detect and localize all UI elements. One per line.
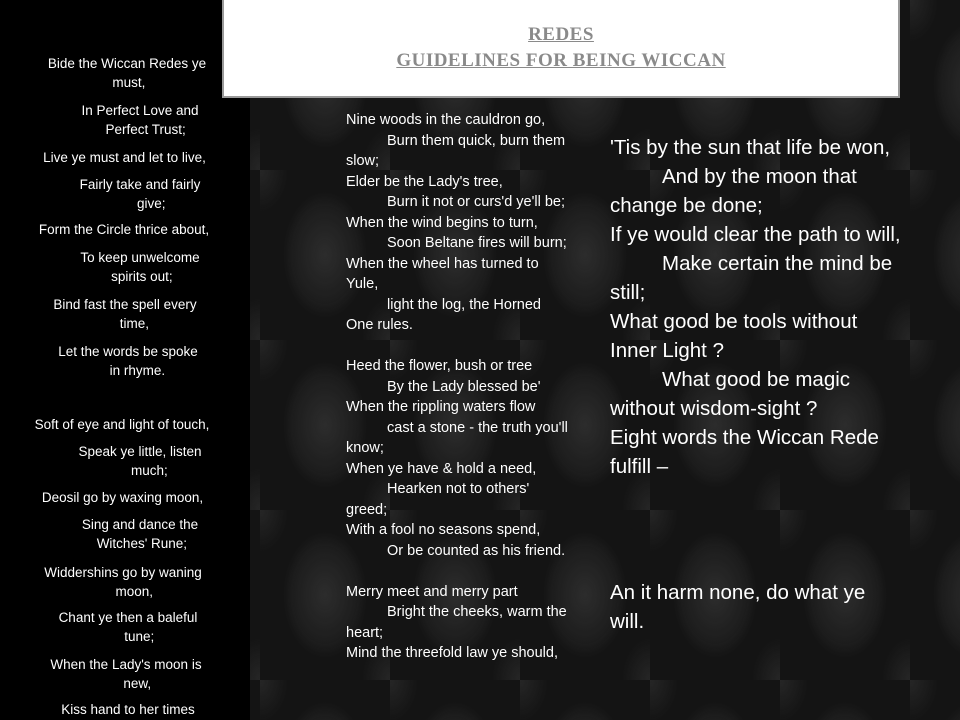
closing-rede-line: An it harm none, do what ye bbox=[610, 581, 866, 604]
verse-line: slow; bbox=[346, 153, 380, 169]
verse-line: Bide the Wiccan Redes ye must, bbox=[47, 56, 207, 90]
stanza-gap bbox=[346, 561, 631, 582]
verse-line: Inner Light ? bbox=[610, 339, 724, 362]
verse-line: Yule, bbox=[346, 276, 379, 292]
verse-line: Or be counted as his friend. bbox=[387, 542, 566, 559]
verse-line: Let the words be spoke in rhyme. bbox=[58, 344, 198, 378]
verse-line: know; bbox=[346, 440, 384, 456]
left-verse-column bbox=[0, 0, 250, 720]
verse-line: Bright the cheeks, warm the bbox=[387, 604, 567, 620]
verse-line: Kiss hand to her times bbox=[61, 702, 195, 717]
verse-line: And by the moon that bbox=[662, 165, 857, 188]
verse-line: Form the Circle thrice about, bbox=[38, 222, 210, 237]
verse-line: greed; bbox=[346, 501, 388, 518]
verse-line: Live ye must and let to live, bbox=[43, 150, 206, 165]
verse-line: If ye would clear the path to will, bbox=[610, 223, 901, 246]
closing-rede-line: will. bbox=[610, 610, 645, 633]
verse-line: With a fool no seasons spend, bbox=[346, 522, 541, 538]
verse-line: Hearken not to others' bbox=[387, 481, 530, 497]
right-verse-column bbox=[610, 133, 960, 636]
verse-line: What good be magic bbox=[662, 368, 851, 391]
verse-line: without wisdom-sight ? bbox=[610, 397, 818, 420]
verse-line: When the Lady's moon is new, bbox=[50, 657, 202, 691]
verse-line: Soft of eye and light of touch, bbox=[34, 417, 210, 432]
verse-line: Nine woods in the cauldron go, bbox=[346, 112, 546, 128]
verse-line: Chant ye then a baleful tune; bbox=[58, 610, 198, 644]
stanza-gap bbox=[346, 336, 631, 357]
verse-line: Bind fast the spell every time, bbox=[53, 297, 197, 331]
verse-line: Heed the flower, bush or tree bbox=[346, 358, 533, 374]
verse-line: Mind the threefold law ye should, bbox=[346, 645, 558, 661]
verse-line: When the wind begins to turn, bbox=[346, 214, 538, 231]
verse-line: What good be tools without bbox=[610, 310, 858, 333]
page-title: REDES bbox=[528, 24, 594, 45]
verse-line: When the rippling waters flow bbox=[346, 399, 536, 415]
page-subtitle: GUIDELINES FOR BEING WICCAN bbox=[396, 50, 726, 71]
verse-line: To keep unwelcome spirits out; bbox=[80, 250, 200, 284]
verse-line: change be done; bbox=[610, 194, 763, 217]
verse-line: In Perfect Love and Perfect Trust; bbox=[81, 103, 199, 137]
title-box bbox=[222, 0, 900, 98]
verse-line: By the Lady blessed be' bbox=[387, 378, 541, 395]
verse-line: When the wheel has turned to bbox=[346, 255, 539, 272]
verse-line: One rules. bbox=[346, 317, 413, 333]
verse-line: Eight words the Wiccan Rede bbox=[610, 426, 879, 449]
verse-line: fulfill – bbox=[610, 455, 669, 478]
verse-line: Widdershins go by waning moon, bbox=[44, 565, 202, 599]
verse-line: When ye have & hold a need, bbox=[346, 460, 537, 477]
verse-line: cast a stone - the truth you'll bbox=[387, 419, 568, 436]
verse-line: Deosil go by waxing moon, bbox=[41, 490, 204, 505]
verse-line: light the log, the Horned bbox=[387, 296, 541, 313]
verse-line: 'Tis by the sun that life be won, bbox=[610, 136, 891, 159]
verse-line: Speak ye little, listen much; bbox=[78, 444, 202, 478]
verse-line: Sing and dance the Witches' Rune; bbox=[81, 517, 199, 551]
verse-line: still; bbox=[610, 281, 646, 304]
verse-line: heart; bbox=[346, 624, 384, 641]
verse-line: Soon Beltane fires will burn; bbox=[387, 235, 567, 251]
verse-line: Burn it not or curs'd ye'll be; bbox=[387, 194, 566, 210]
verse-line: Merry meet and merry part bbox=[346, 583, 518, 600]
verse-line: Make certain the mind be bbox=[662, 252, 893, 275]
verse-line: Burn them quick, burn them bbox=[387, 132, 566, 149]
middle-verse-column bbox=[346, 110, 631, 664]
verse-line: Fairly take and fairly give; bbox=[79, 177, 201, 211]
verse-line: Elder be the Lady's tree, bbox=[346, 173, 503, 190]
